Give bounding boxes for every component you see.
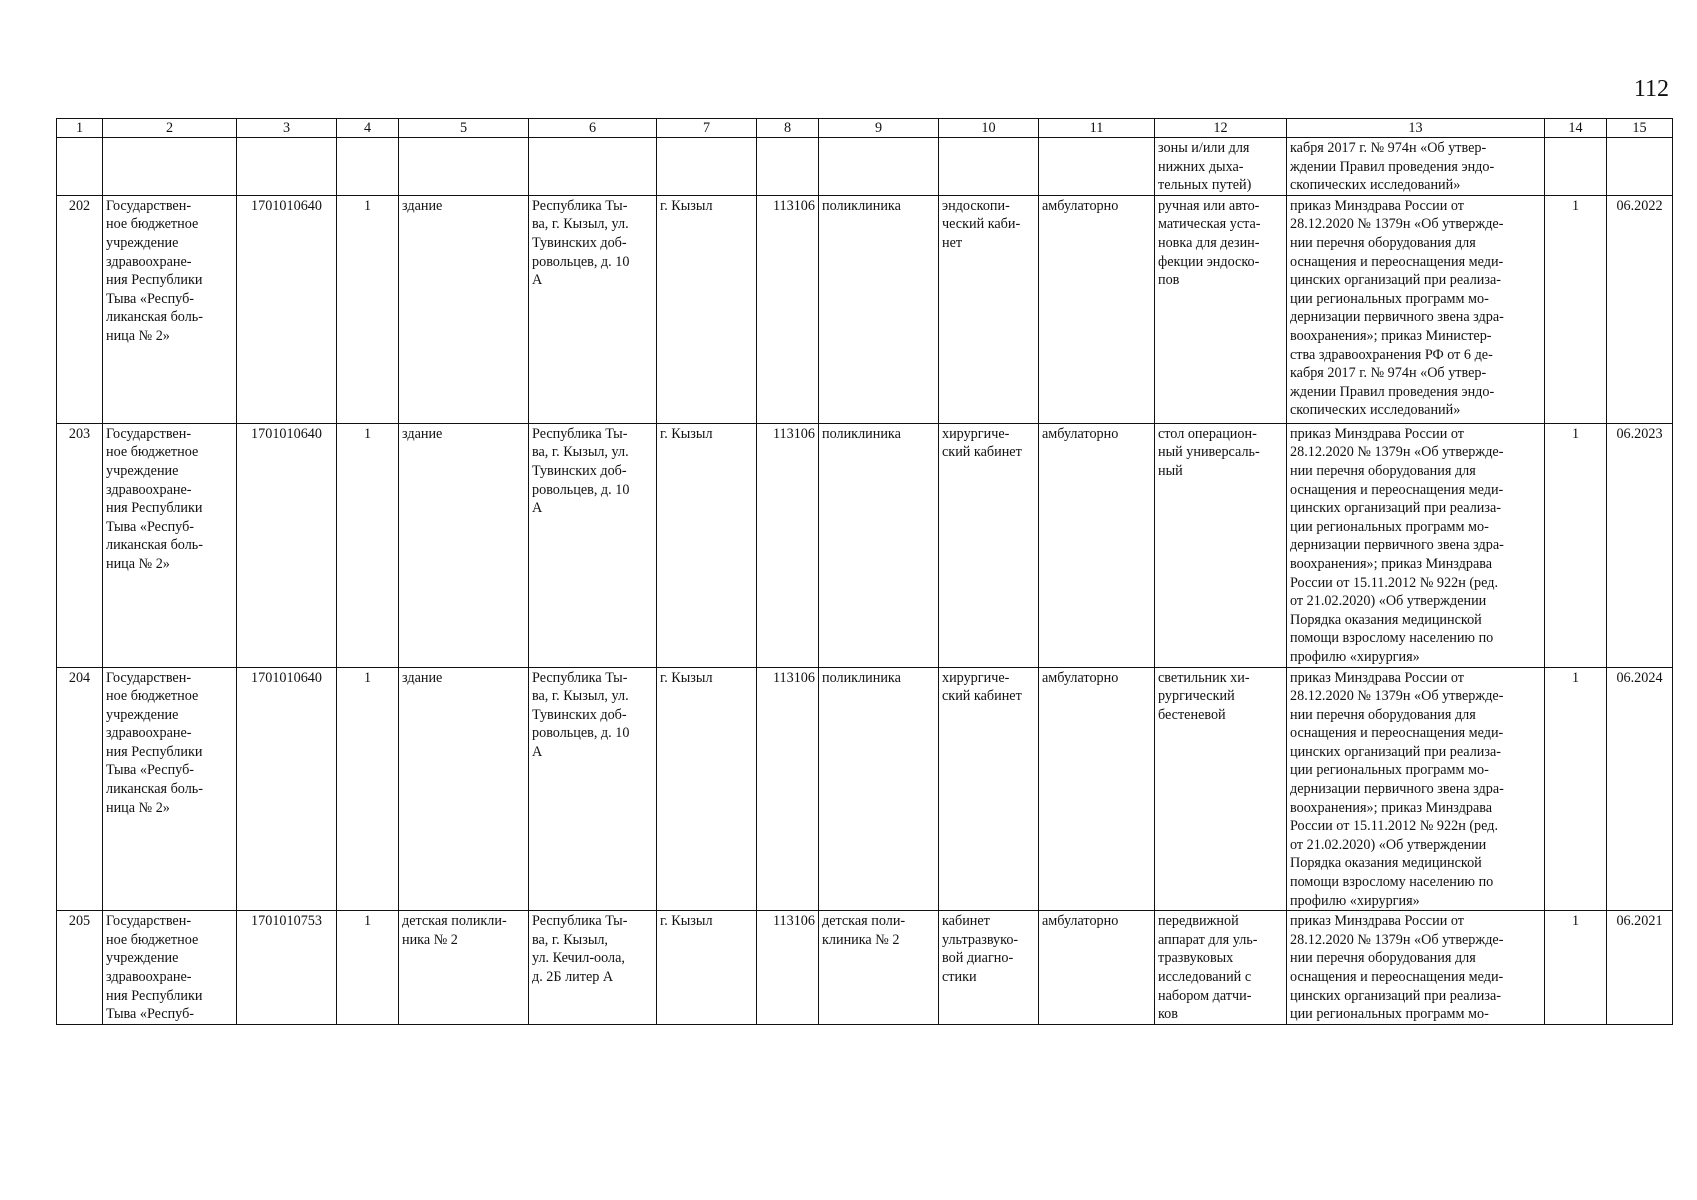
- equipment-cell: светильник хи- рургический бестеневой: [1155, 667, 1287, 911]
- date-cell: 06.2024: [1607, 667, 1673, 911]
- column-number: 14: [1545, 119, 1607, 138]
- table-row: [57, 911, 1673, 1025]
- address-cell: Республика Ты- ва, г. Кызыл, ул. Кечил-оола, д. 2Б литер А: [529, 911, 657, 1025]
- room-cell: эндоскопи- ческий каби- нет: [939, 195, 1039, 423]
- object-cell: здание: [399, 195, 529, 423]
- oktmo-cell: 113106: [757, 667, 819, 911]
- date-cell: 06.2021: [1607, 911, 1673, 1025]
- count-cell: 1: [1545, 195, 1607, 423]
- column-number: 8: [757, 119, 819, 138]
- column-number: 1: [57, 119, 103, 138]
- row-number: 202: [57, 195, 103, 423]
- room-cell: хирургиче- ский кабинет: [939, 667, 1039, 911]
- table-row: [57, 667, 1673, 911]
- column-number: 7: [657, 119, 757, 138]
- basis-cell: кабря 2017 г. № 974н «Об утвер- ждении Правил проведения эндо- скопических исследований»: [1287, 138, 1545, 196]
- object-qty-cell: 1: [337, 423, 399, 667]
- registry-table: [56, 118, 1673, 1025]
- care-type-cell: амбулаторно: [1039, 195, 1155, 423]
- code-cell: 1701010753: [237, 911, 337, 1025]
- column-number-row: [57, 119, 1673, 138]
- equipment-cell: ручная или авто- матическая уста- новка для дезин- фекции эндоско- пов: [1155, 195, 1287, 423]
- column-number: 15: [1607, 119, 1673, 138]
- basis-cell: приказ Минздрава России от 28.12.2020 № 1379н «Об утвержде- нии перечня оборудования для оснащения и переоснащения меди- цинских организаций при реализа- ции региональных программ мо- дернизации первичного звена здра- воохранения»; приказ Минздрава России от 15.11.2012 № 922н (ред. от 21.02.2020) «Об утверждении Порядка оказания медицинской помощи взрослому населению по профилю «хирургия»: [1287, 423, 1545, 667]
- date-cell: 06.2023: [1607, 423, 1673, 667]
- address-cell: Республика Ты- ва, г. Кызыл, ул. Тувинских доб- ровольцев, д. 10 А: [529, 667, 657, 911]
- code-cell: 1701010640: [237, 667, 337, 911]
- equipment-cell: стол операцион- ный универсаль- ный: [1155, 423, 1287, 667]
- column-number: 10: [939, 119, 1039, 138]
- oktmo-cell: 113106: [757, 423, 819, 667]
- row-number: 204: [57, 667, 103, 911]
- basis-cell: приказ Минздрава России от 28.12.2020 № 1379н «Об утвержде- нии перечня оборудования для оснащения и переоснащения меди- цинских организаций при реализа- ции региональных программ мо- дернизации первичного звена здра- воохранения»; приказ Министер- ства здравоохранения РФ от 6 де- кабря 2017 г. № 974н «Об утвер- ждении Правил проведения эндо- скопических исследований»: [1287, 195, 1545, 423]
- care-type-cell: амбулаторно: [1039, 423, 1155, 667]
- organization-cell: Государствен- ное бюджетное учреждение здравоохране- ния Республики Тыва «Респуб- ликанская боль- ница № 2»: [103, 195, 237, 423]
- organization-cell: Государствен- ное бюджетное учреждение здравоохране- ния Республики Тыва «Респуб- ликанская боль- ница № 2»: [103, 667, 237, 911]
- unit-cell: поликлиника: [819, 423, 939, 667]
- table-row: [57, 195, 1673, 423]
- basis-cell: приказ Минздрава России от 28.12.2020 № 1379н «Об утвержде- нии перечня оборудования для оснащения и переоснащения меди- цинских организаций при реализа- ции региональных программ мо-: [1287, 911, 1545, 1025]
- object-qty-cell: 1: [337, 911, 399, 1025]
- care-type-cell: амбулаторно: [1039, 911, 1155, 1025]
- oktmo-cell: 113106: [757, 195, 819, 423]
- row-number: 203: [57, 423, 103, 667]
- column-number: 12: [1155, 119, 1287, 138]
- code-cell: 1701010640: [237, 195, 337, 423]
- organization-cell: Государствен- ное бюджетное учреждение здравоохране- ния Республики Тыва «Респуб-: [103, 911, 237, 1025]
- table-row: [57, 423, 1673, 667]
- object-cell: здание: [399, 423, 529, 667]
- care-type-cell: амбулаторно: [1039, 667, 1155, 911]
- count-cell: 1: [1545, 423, 1607, 667]
- equipment-cell: передвижной аппарат для уль- тразвуковых исследований с набором датчи- ков: [1155, 911, 1287, 1025]
- column-number: 4: [337, 119, 399, 138]
- column-number: 9: [819, 119, 939, 138]
- unit-cell: детская поли- клиника № 2: [819, 911, 939, 1025]
- city-cell: г. Кызыл: [657, 667, 757, 911]
- column-number: 13: [1287, 119, 1545, 138]
- unit-cell: поликлиника: [819, 667, 939, 911]
- oktmo-cell: 113106: [757, 911, 819, 1025]
- address-cell: Республика Ты- ва, г. Кызыл, ул. Тувинских доб- ровольцев, д. 10 А: [529, 195, 657, 423]
- column-number: 11: [1039, 119, 1155, 138]
- column-number: 6: [529, 119, 657, 138]
- city-cell: г. Кызыл: [657, 911, 757, 1025]
- basis-cell: приказ Минздрава России от 28.12.2020 № 1379н «Об утвержде- нии перечня оборудования для оснащения и переоснащения меди- цинских организаций при реализа- ции региональных программ мо- дернизации первичного звена здра- воохранения»; приказ Минздрава России от 15.11.2012 № 922н (ред. от 21.02.2020) «Об утверждении Порядка оказания медицинской помощи взрослому населению по профилю «хирургия»: [1287, 667, 1545, 911]
- city-cell: г. Кызыл: [657, 195, 757, 423]
- column-number: 5: [399, 119, 529, 138]
- continuation-row: [57, 138, 1673, 196]
- object-qty-cell: 1: [337, 667, 399, 911]
- city-cell: г. Кызыл: [657, 423, 757, 667]
- equipment-cell: зоны и/или для нижних дыха- тельных путей): [1155, 138, 1287, 196]
- date-cell: 06.2022: [1607, 195, 1673, 423]
- count-cell: 1: [1545, 667, 1607, 911]
- unit-cell: поликлиника: [819, 195, 939, 423]
- column-number: 3: [237, 119, 337, 138]
- organization-cell: Государствен- ное бюджетное учреждение здравоохране- ния Республики Тыва «Респуб- ликанская боль- ница № 2»: [103, 423, 237, 667]
- count-cell: 1: [1545, 911, 1607, 1025]
- row-number: 205: [57, 911, 103, 1025]
- object-cell: здание: [399, 667, 529, 911]
- code-cell: 1701010640: [237, 423, 337, 667]
- address-cell: Республика Ты- ва, г. Кызыл, ул. Тувинских доб- ровольцев, д. 10 А: [529, 423, 657, 667]
- object-cell: детская поликли- ника № 2: [399, 911, 529, 1025]
- room-cell: кабинет ультразвуко- вой диагно- стики: [939, 911, 1039, 1025]
- object-qty-cell: 1: [337, 195, 399, 423]
- column-number: 2: [103, 119, 237, 138]
- room-cell: хирургиче- ский кабинет: [939, 423, 1039, 667]
- page-number: 112: [1633, 76, 1669, 102]
